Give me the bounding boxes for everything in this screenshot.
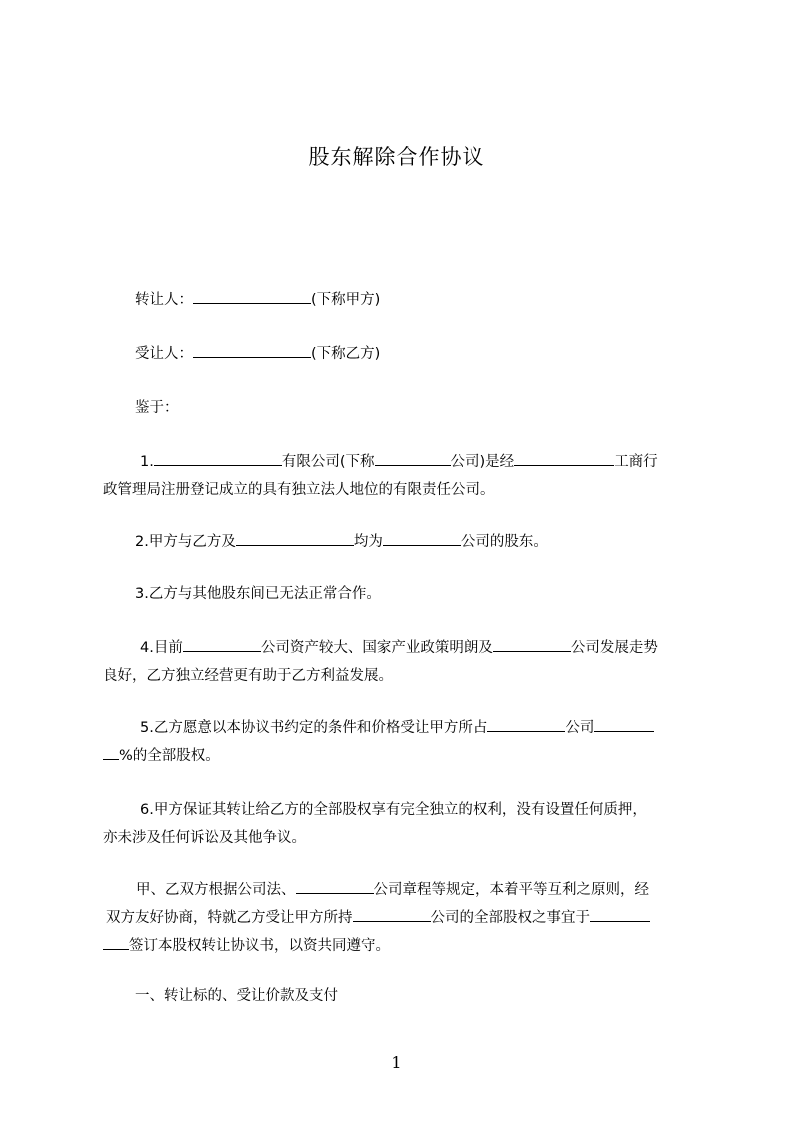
item5-blank-percent-1: [594, 715, 654, 732]
para-text-l2a: 双方友好协商，特就乙方受让甲方所持: [106, 910, 353, 926]
item1-blank-bureau: [514, 449, 614, 466]
item5-text-line2: %的全部股权。: [119, 748, 220, 764]
transferee-blank: [193, 341, 311, 358]
item1-blank-short: [375, 449, 451, 466]
item1-text-a: 有限公司(下称: [281, 454, 375, 470]
item2-blank-party: [236, 529, 354, 546]
item2-prefix: 2.甲方与乙方及: [135, 534, 236, 550]
item5-line2: [103, 740, 220, 772]
item5-blank-percent-2: [103, 743, 119, 760]
para-text-l1b: 公司章程等规定，本着平等互利之原则，经: [373, 882, 649, 898]
item5-prefix: 5.乙方愿意以本协议书约定的条件和价格受让甲方所占: [140, 720, 488, 736]
item4-line2: 良好，乙方独立经营更有助于乙方利益发展。: [103, 668, 393, 684]
section1-heading: 一、转让标的、受让价款及支付: [135, 988, 338, 1004]
para-blank-date-2: [103, 933, 129, 950]
item4-blank-b: [493, 635, 571, 652]
transferor-blank: [193, 287, 311, 304]
transferee-line: [135, 338, 380, 370]
para-blank-company-2: [353, 905, 431, 922]
item1-text-b: 公司)是经: [450, 454, 515, 470]
transferor-suffix: (下称甲方): [311, 292, 381, 308]
para-line3: [103, 930, 390, 962]
item1-line2: 政管理局注册登记成立的具有独立法人地位的有限责任公司。: [103, 482, 495, 498]
item5-blank-company: [487, 715, 565, 732]
item2-text-b: 公司的股东。: [460, 534, 548, 550]
document-title: 股东解除合作协议: [308, 145, 485, 169]
transferor-label: 转让人：: [135, 292, 193, 308]
item6-line2: 亦未涉及任何诉讼及其他争议。: [103, 830, 306, 846]
item2-blank-company: [383, 529, 461, 546]
item4-blank-a: [183, 635, 261, 652]
item1-text-c: 工商行: [614, 454, 658, 470]
transferor-line: [135, 284, 380, 316]
para-text-l2b: 公司的全部股权之事宜于: [430, 910, 590, 926]
item3-line: 3.乙方与其他股东间已无法正常合作。: [135, 586, 381, 602]
para-blank-date-1: [590, 905, 650, 922]
item2-line: [135, 526, 548, 558]
item1-prefix: 1.: [140, 454, 154, 470]
item4-text-b: 公司发展走势: [570, 640, 658, 656]
item6-line1: 6.甲方保证其转让给乙方的全部股权享有完全独立的权利，没有设置任何质押，: [140, 802, 647, 818]
transferee-suffix: (下称乙方): [311, 346, 381, 362]
item4-text-a: 公司资产较大、国家产业政策明朗及: [260, 640, 493, 656]
para-text-l3: 签订本股权转让协议书，以资共同遵守。: [129, 938, 390, 954]
item4-prefix: 4.目前: [140, 640, 183, 656]
para-text-l1a: 甲、乙双方根据公司法、: [136, 882, 296, 898]
transferee-label: 受让人：: [135, 346, 193, 362]
page-number: 1: [391, 1053, 402, 1072]
item2-text-a: 均为: [353, 534, 383, 550]
item1-blank-company: [154, 449, 282, 466]
item5-text-a: 公司: [565, 720, 595, 736]
whereas-label: 鉴于：: [135, 400, 179, 416]
para-blank-company: [296, 877, 374, 894]
